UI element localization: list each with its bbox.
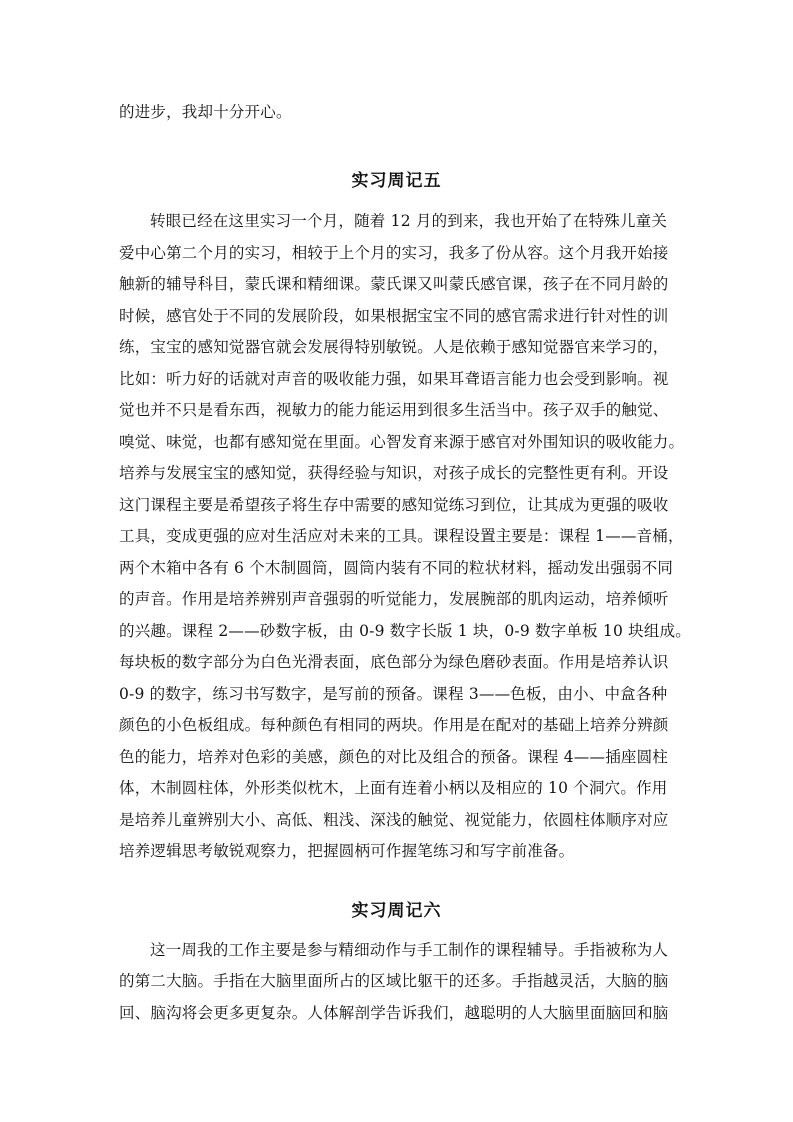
text-line: 色的能力，培养对色彩的美感，颜色的对比及组合的预备。课程 4——插座圆柱 [119,748,668,766]
section-heading-week-5: 实习周记五 [351,171,442,191]
text-line: 颜色的小色板组成。每种颜色有相同的两块。作用是在配对的基础上培养分辨颜 [119,716,669,734]
text-line: 触新的辅导科目，蒙氏课和精细课。蒙氏课又叫蒙氏感官课，孩子在不同月龄的 [119,275,669,293]
text-line: 培养逻辑思考敏锐观察力，把握圆柄可作握笔练习和写字前准备。 [119,842,575,860]
text-line: 这门课程主要是希望孩子将生存中需要的感知觉练习到位，让其成为更强的吸收 [119,496,669,514]
text-line: 练，宝宝的感知觉器官就会发展得特别敏锐。人是依赖于感知觉器官来学习的， [119,338,669,356]
text-line: 工具，变成更强的应对生活应对未来的工具。课程设置主要是：课程 1——音桶， [119,527,684,545]
text-line: 比如：听力好的话就对声音的吸收能力强，如果耳聋语言能力也会受到影响。视 [119,370,669,388]
text-line: 爱中心第二个月的实习，相较于上个月的实习，我多了份从容。这个月我开始接 [119,244,669,262]
text-line: 的第二大脑。手指在大脑里面所占的区域比躯干的还多。手指越灵活，大脑的脑 [119,972,669,990]
text-line: 两个木箱中各有 6 个木制圆筒，圆筒内装有不同的粒状材料，摇动发出强弱不同 [119,559,674,577]
text-line: 每块板的数字部分为白色光滑表面，底色部分为绿色磨砂表面。作用是培养认识 [119,653,669,671]
text-line: 的兴趣。课程 2——砂数字板，由 0-9 数字长版 1 块，0-9 数字单板 10 块组成。 [119,622,691,640]
text-line: 觉也并不只是看东西，视敏力的能力能运用到很多生活当中。孩子双手的触觉、 [119,401,669,419]
text-line: 嗅觉、味觉，也都有感知觉在里面。心智发育来源于感官对外围知识的吸收能力。 [119,433,685,451]
paragraph-continuation-line: 的进步，我却十分开心。 [119,103,292,121]
text-line: 体，木制圆柱体，外形类似枕木，上面有连着小柄以及相应的 10 个洞穴。作用 [119,779,668,797]
text-line: 时候，感官处于不同的发展阶段，如果根据宝宝不同的感官需求进行针对性的训 [119,307,669,325]
text-line: 的声音。作用是培养辨别声音强弱的听觉能力，发展腕部的肌肉运动，培养倾听 [119,590,669,608]
text-line: 这一周我的工作主要是参与精细动作与手工制作的课程辅导。手指被称为人 [150,941,669,959]
section-heading-week-6: 实习周记六 [351,901,442,921]
text-line: 转眼已经在这里实习一个月，随着 12 月的到来，我也开始了在特殊儿童关 [150,212,668,230]
text-line: 是培养儿童辨别大小、高低、粗浅、深浅的触觉、视觉能力，依圆柱体顺序对应 [119,811,669,829]
text-line: 回、脑沟将会更多更复杂。人体解剖学告诉我们，越聪明的人大脑里面脑回和脑 [119,1004,669,1022]
text-line: 0-9 的数字，练习书写数字，是写前的预备。课程 3——色板，由小、中盒各种 [119,685,668,703]
text-line: 培养与发展宝宝的感知觉，获得经验与知识，对孩子成长的完整性更有利。开设 [119,464,669,482]
